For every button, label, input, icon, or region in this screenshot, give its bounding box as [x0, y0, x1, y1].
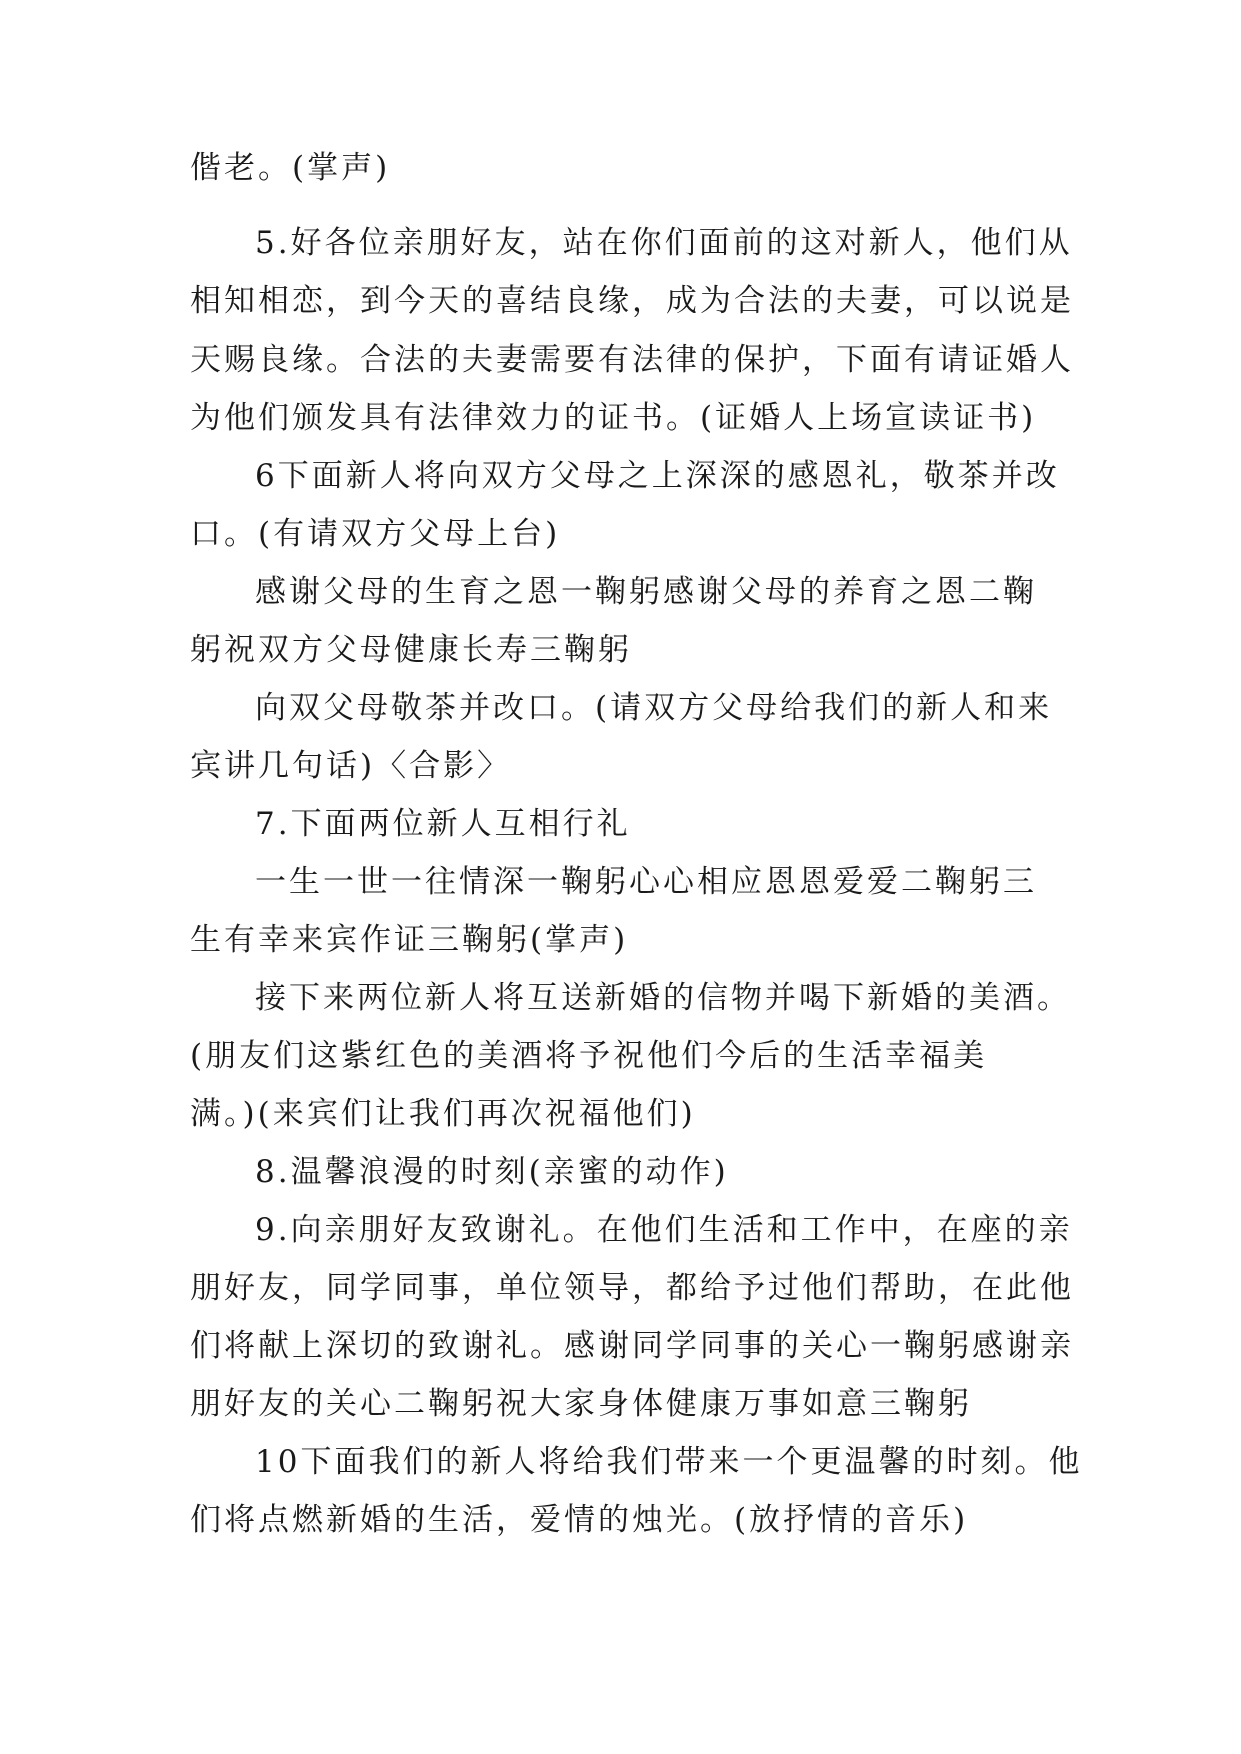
text-line: 相知相恋，到今天的喜结良缘，成为合法的夫妻，可以说是: [190, 283, 1074, 319]
text-line: 偕老。(掌声): [190, 150, 391, 186]
text-line: 们将点燃新婚的生活，爱情的烛光。(放抒情的音乐): [190, 1502, 969, 1538]
text-line: 口。(有请双方父母上台): [190, 516, 561, 552]
text-line: 8.温馨浪漫的时刻(亲蜜的动作): [255, 1154, 729, 1190]
text-line: 一生一世一往情深一鞠躬心心相应恩恩爱爱二鞠躬三: [255, 864, 1037, 900]
text-line: 5.好各位亲朋好友，站在你们面前的这对新人，他们从: [255, 225, 1073, 261]
text-line: 向双父母敬茶并改口。(请双方父母给我们的新人和来: [255, 690, 1053, 726]
text-line: 们将献上深切的致谢礼。感谢同学同事的关心一鞠躬感谢亲: [190, 1328, 1074, 1364]
text-line: 接下来两位新人将互送新婚的信物并喝下新婚的美酒。: [255, 980, 1071, 1016]
text-line: 天赐良缘。合法的夫妻需要有法律的保护，下面有请证婚人: [190, 342, 1074, 378]
text-line: 生有幸来宾作证三鞠躬(掌声): [190, 922, 629, 958]
text-line: (朋友们这紫红色的美酒将予祝他们今后的生活幸福美: [190, 1038, 988, 1074]
text-line: 9.向亲朋好友致谢礼。在他们生活和工作中，在座的亲: [255, 1212, 1073, 1248]
text-line: 10下面我们的新人将给我们带来一个更温馨的时刻。他: [255, 1444, 1083, 1480]
text-line: 7.下面两位新人互相行礼: [255, 806, 631, 842]
text-line: 朋好友的关心二鞠躬祝大家身体健康万事如意三鞠躬: [190, 1386, 972, 1422]
text-line: 宾讲几句话)〈合影〉: [190, 748, 512, 784]
text-line: 感谢父母的生育之恩一鞠躬感谢父母的养育之恩二鞠: [255, 574, 1037, 610]
text-line: 朋好友，同学同事，单位领导，都给予过他们帮助，在此他: [190, 1270, 1074, 1306]
text-line: 满。)(来宾们让我们再次祝福他们): [190, 1096, 696, 1132]
text-line: 为他们颁发具有法律效力的证书。(证婚人上场宣读证书): [190, 400, 1037, 436]
text-line: 6下面新人将向双方父母之上深深的感恩礼，敬茶并改: [255, 458, 1060, 494]
text-line: 躬祝双方父母健康长寿三鞠躬: [190, 632, 632, 668]
